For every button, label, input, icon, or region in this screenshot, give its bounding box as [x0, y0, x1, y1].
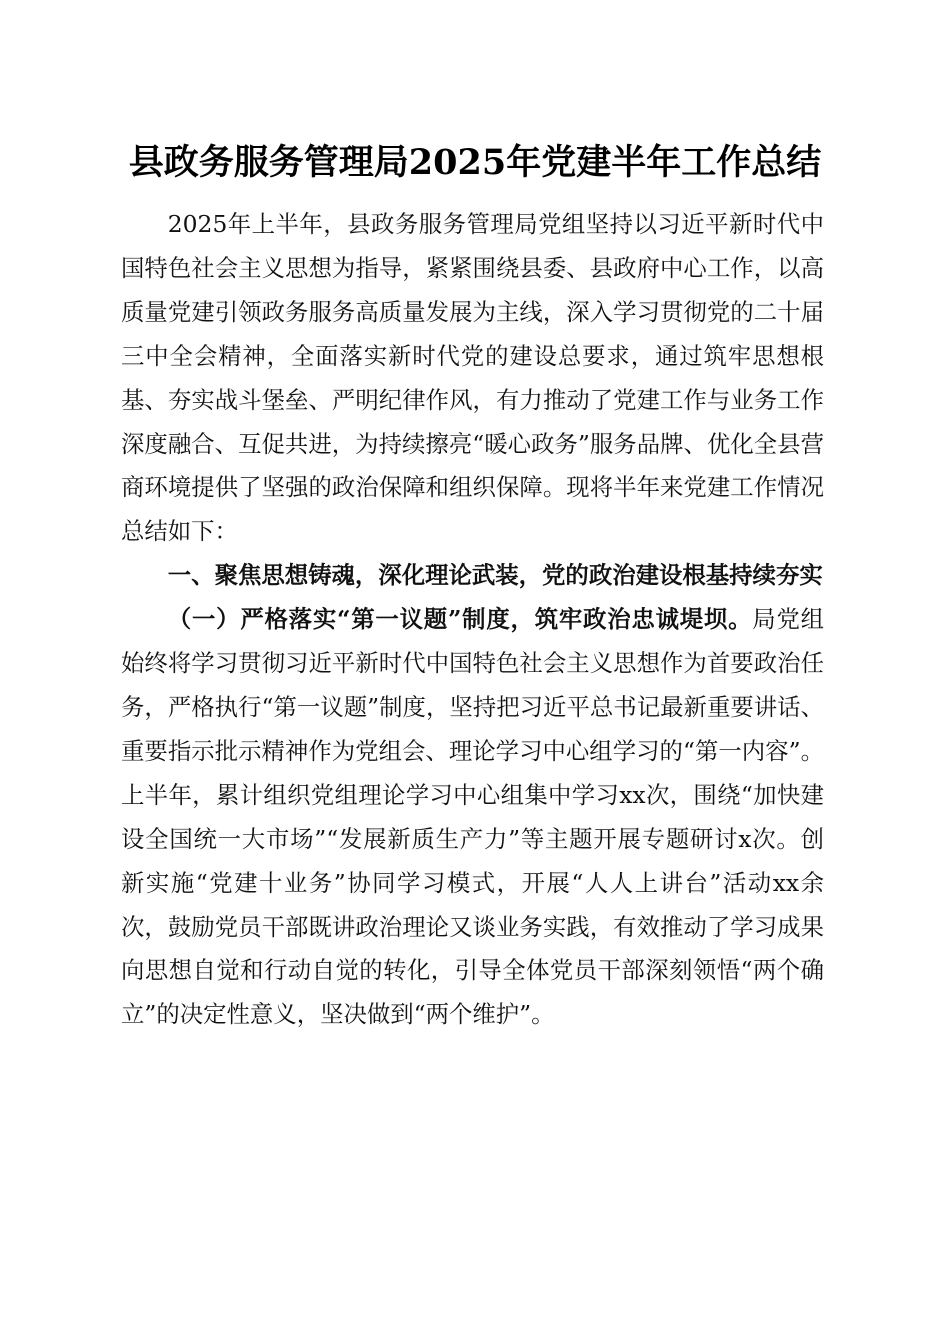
document-body: [121, 203, 824, 1037]
intro-paragraph: 2025年上半年，县政务服务管理局党组坚持以习近平新时代中国特色社会主义思想为指导，紧紧围绕县委、县政府中心工作，以高质量党建引领政务服务高质量发展为主线，深入学习贯彻党的二十届三中全会精神，全面落实新时代党的建设总要求，通过筑牢思想根基、夯实战斗堡垒、严明纪律作风，有力推动了党建工作与业务工作深度融合、互促共进，为持续擦亮“暖心政务”服务品牌、优化全县营商环境提供了坚强的政治保障和组织保障。现将半年来党建工作情况总结如下：: [121, 210, 824, 546]
subsection-1-body: 局党组始终将学习贯彻习近平新时代中国特色社会主义思想作为首要政治任务，严格执行“第一议题”制度，坚持把习近平总书记最新重要讲话、重要指示批示精神作为党组会、理论学习中心组学习的“第一内容”。上半年，累计组织党组理论学习中心组集中学习xx次，围绕“加快建设全国统一大市场”“发展新质生产力”等主题开展专题研讨x次。创新实施“党建十业务”协同学习模式，开展“人人上讲台”活动xx余次，鼓励党员干部既讲政治理论又谈业务实践，有效推动了学习成果向思想自觉和行动自觉的转化，引导全体党员干部深刻领悟“两个确立”的决定性意义，坚决做到“两个维护”。: [121, 605, 825, 1029]
section-1-heading: 一、聚焦思想铸魂，深化理论武装，党的政治建设根基持续夯实: [167, 561, 823, 590]
subsection-1-heading: （一）严格落实“第一议题”制度，筑牢政治忠诚堤坝。: [167, 605, 753, 634]
section-1-subsection-1: [121, 598, 824, 1037]
document-title: 县政务服务管理局2025年党建半年工作总结: [128, 142, 822, 183]
